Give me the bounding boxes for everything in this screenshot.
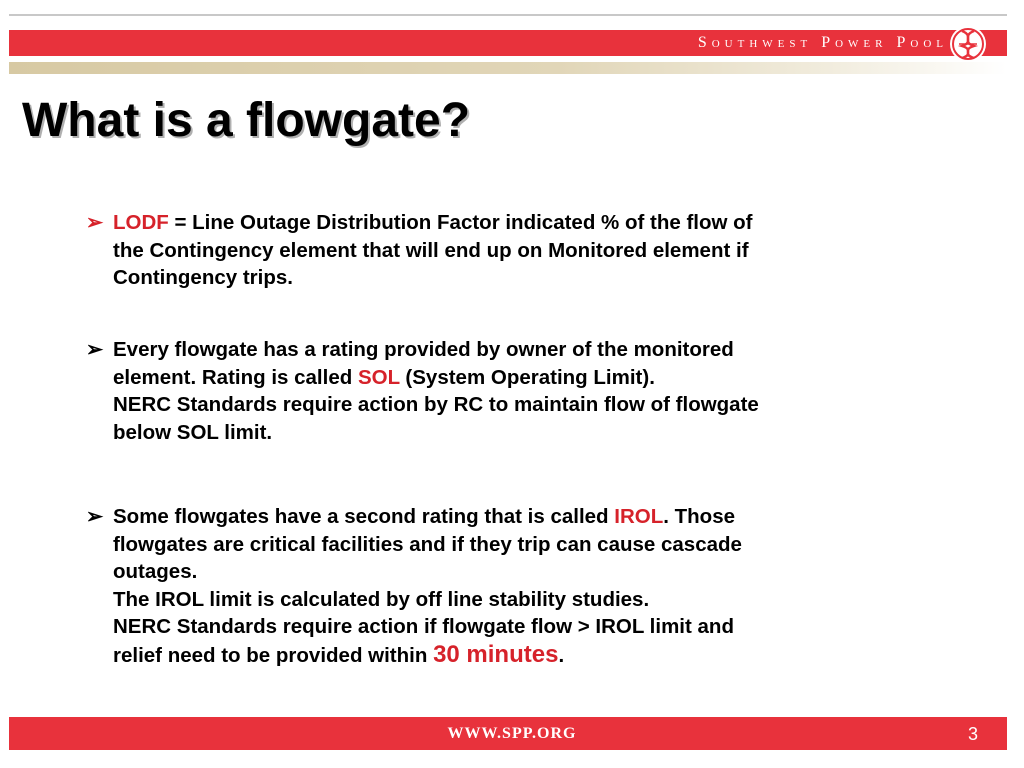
footer-url[interactable]: WWW.SPP.ORG bbox=[447, 725, 577, 742]
bullet-line bbox=[86, 209, 936, 237]
arrow-bullet-icon: ➢ bbox=[86, 505, 104, 528]
bullet-line bbox=[86, 641, 936, 670]
term-irol: IROL bbox=[614, 505, 664, 528]
arrow-bullet-icon: ➢ bbox=[86, 211, 104, 234]
bullet-line: the Contingency element that will end up on Monitored element if bbox=[113, 238, 749, 262]
line-text: Some flowgates have a second rating that is called bbox=[113, 505, 615, 528]
bullet-line: The IROL limit is calculated by off line stability studies. bbox=[113, 587, 650, 611]
bullet-line: NERC Standards require action if flowgate flow > IROL limit and bbox=[113, 615, 734, 638]
line-text: relief need to be provided within bbox=[113, 643, 434, 667]
bullet-line: NERC Standards require action by RC to maintain flow of flowgate bbox=[113, 393, 759, 416]
line-text: (System Operating Limit). bbox=[399, 365, 655, 389]
page-number: 3 bbox=[967, 724, 978, 744]
top-rule bbox=[9, 14, 1007, 16]
line-text: = Line Outage Distribution Factor indicated % of the flow of bbox=[168, 211, 753, 234]
bullet-line: outages. bbox=[113, 560, 198, 583]
bullet-line bbox=[86, 364, 936, 392]
term-sol: SOL bbox=[357, 365, 400, 389]
arrow-bullet-icon: ➢ bbox=[86, 338, 104, 361]
brand-name: Southwest Power Pool bbox=[697, 34, 948, 51]
bullet-lodf bbox=[86, 209, 936, 292]
term-30-minutes: 30 minutes bbox=[433, 640, 559, 668]
term-lodf: LODF bbox=[113, 211, 169, 234]
bullet-line: flowgates are critical facilities and if they trip can cause cascade bbox=[113, 532, 742, 556]
spp-logo-icon bbox=[945, 24, 991, 64]
line-text: . Those bbox=[663, 505, 735, 528]
bullet-irol bbox=[86, 503, 936, 669]
bullet-line: Every flowgate has a rating provided by owner of the monitored bbox=[113, 338, 734, 361]
bullet-sol bbox=[86, 336, 936, 446]
line-text: . bbox=[558, 643, 565, 667]
gold-band bbox=[9, 62, 1007, 74]
page-title: What is a flowgate? bbox=[22, 94, 471, 147]
line-text: element. Rating is called bbox=[113, 365, 358, 389]
bullet-line bbox=[86, 503, 936, 531]
bullet-line: Contingency trips. bbox=[113, 266, 293, 289]
bullet-line: below SOL limit. bbox=[113, 420, 273, 444]
